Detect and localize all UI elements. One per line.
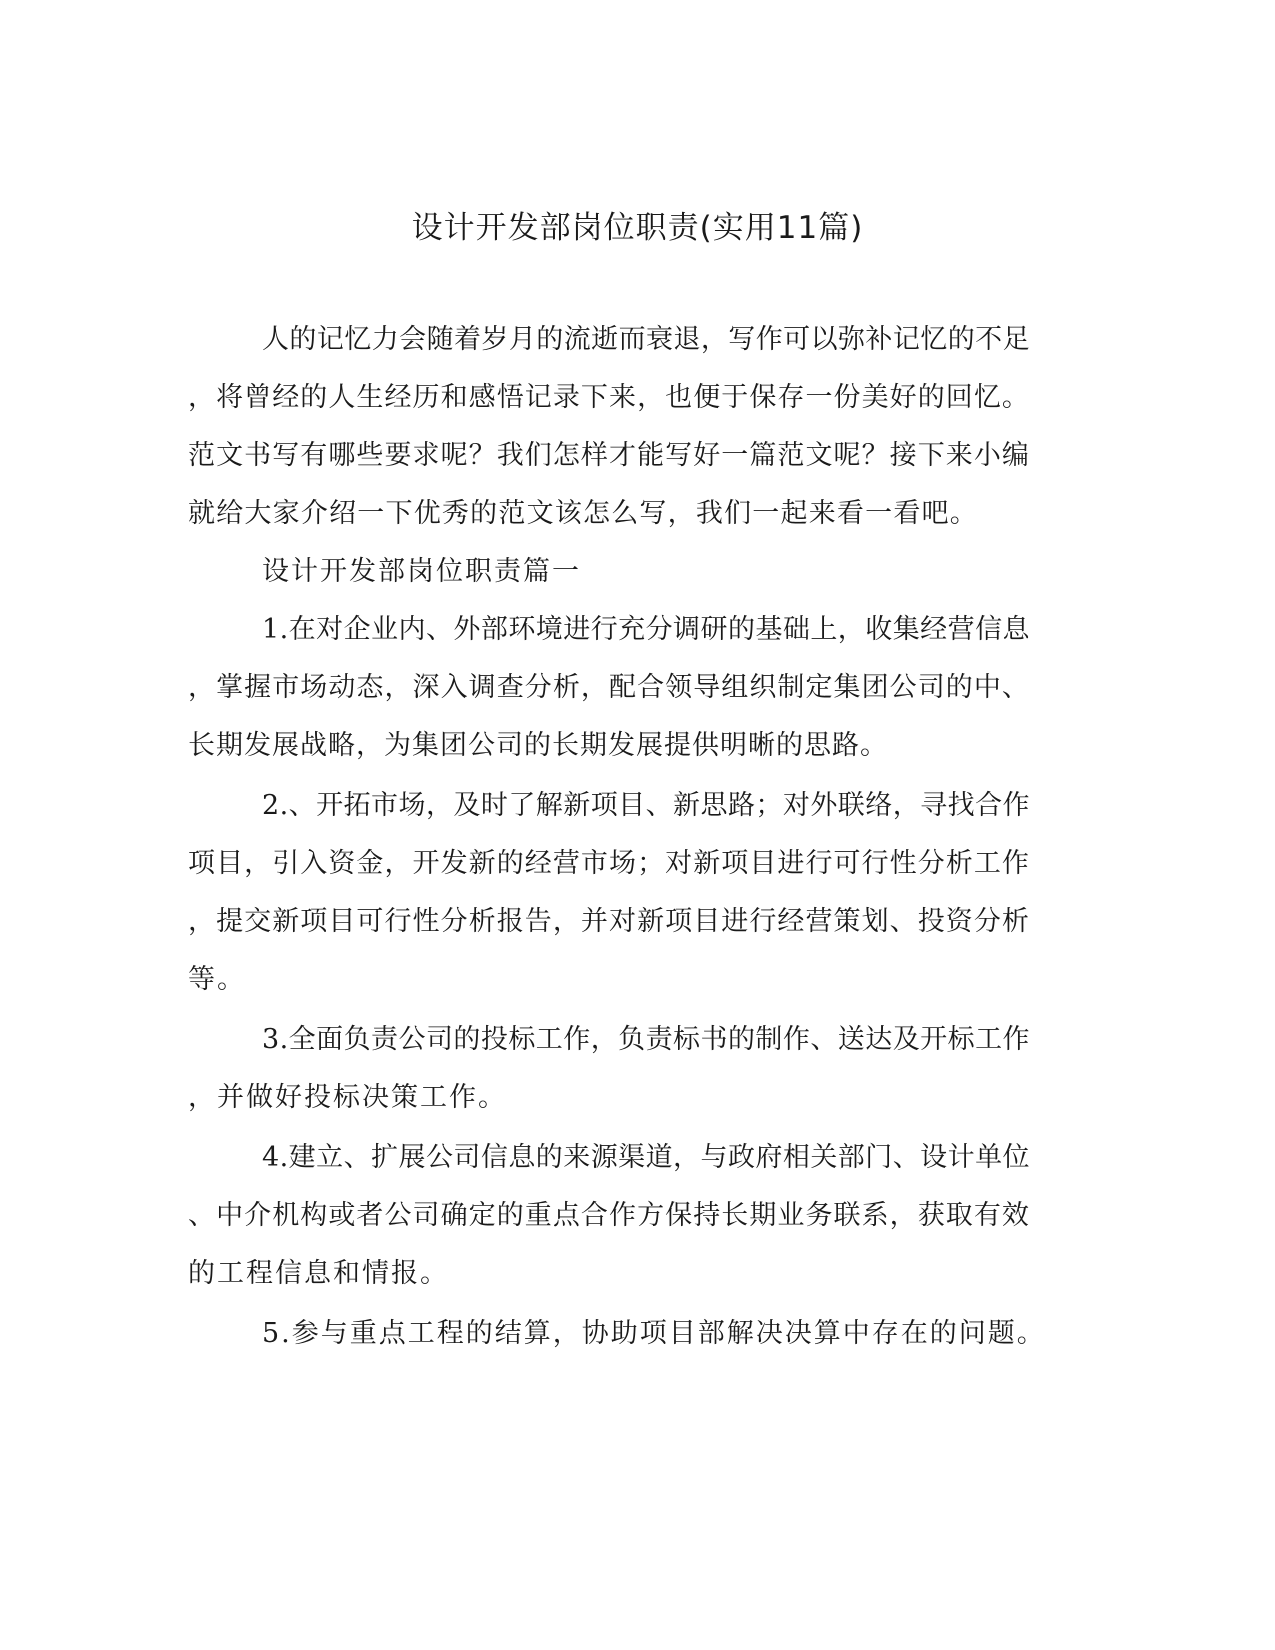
paragraph-line: 、中介机构或者公司确定的重点合作方保持长期业务联系，获取有效 <box>188 1200 1030 1231</box>
document-title: 设计开发部岗位职责(实用11篇) <box>411 210 864 246</box>
section-heading: 设计开发部岗位职责篇一 <box>262 556 581 587</box>
paragraph-line: ，提交新项目可行性分析报告，并对新项目进行经营策划、投资分析 <box>188 906 1030 937</box>
paragraph-line: 3.全面负责公司的投标工作，负责标书的制作、送达及开标工作 <box>262 1024 1030 1055</box>
paragraph-line: 2.、开拓市场，及时了解新项目、新思路；对外联络，寻找合作 <box>262 790 1030 821</box>
paragraph-line: 项目，引入资金，开发新的经营市场；对新项目进行可行性分析工作 <box>188 848 1030 879</box>
paragraph-line: 5.参与重点工程的结算，协助项目部解决决算中存在的问题。 <box>262 1318 1046 1349</box>
paragraph-line: 范文书写有哪些要求呢？我们怎样才能写好一篇范文呢？接下来小编 <box>188 440 1030 471</box>
paragraph-line: ，掌握市场动态，深入调查分析，配合领导组织制定集团公司的中、 <box>188 672 1030 703</box>
paragraph-line: 1.在对企业内、外部环境进行充分调研的基础上，收集经营信息 <box>262 614 1030 645</box>
paragraph-line: 的工程信息和情报。 <box>188 1258 449 1289</box>
paragraph-line: 就给大家介绍一下优秀的范文该怎么写，我们一起来看一看吧。 <box>188 498 978 529</box>
paragraph-line: ，将曾经的人生经历和感悟记录下来，也便于保存一份美好的回忆。 <box>188 382 1030 413</box>
paragraph-line: 等。 <box>188 964 246 995</box>
paragraph-line: 4.建立、扩展公司信息的来源渠道，与政府相关部门、设计单位 <box>262 1142 1030 1173</box>
paragraph-line: ，并做好投标决策工作。 <box>188 1082 507 1113</box>
paragraph-line: 长期发展战略，为集团公司的长期发展提供明晰的思路。 <box>188 730 888 761</box>
paragraph-line: 人的记忆力会随着岁月的流逝而衰退，写作可以弥补记忆的不足 <box>262 324 1030 355</box>
